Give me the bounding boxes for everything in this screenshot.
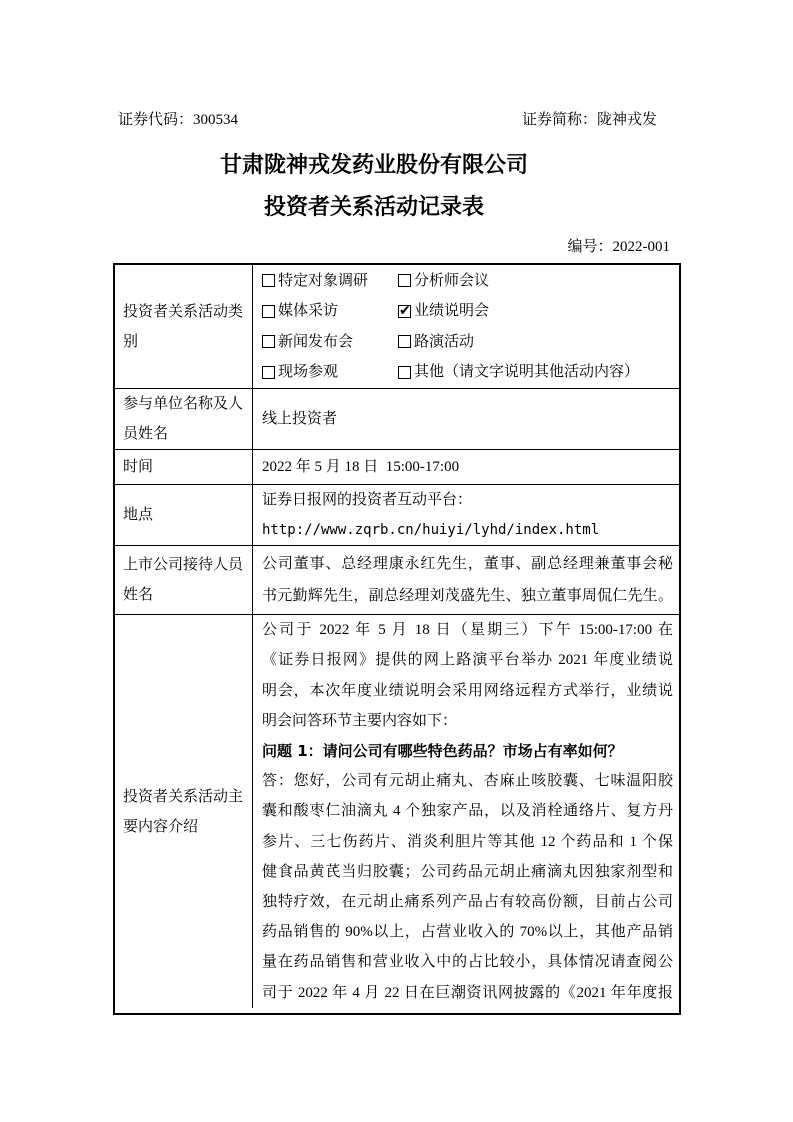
participants-value: 线上投资者: [262, 411, 338, 427]
option-label: 路演活动: [414, 333, 475, 350]
option-label: 媒体采访: [278, 303, 339, 320]
row-location: [115, 484, 679, 545]
company-title: 甘肃陇神戎发药业股份有限公司: [219, 153, 528, 178]
option-label: 现场参观: [278, 364, 339, 381]
option-label: 业绩说明会: [414, 303, 490, 320]
doc-number: 编号：2022-001: [567, 239, 670, 255]
option-other: [398, 357, 639, 387]
reception-line: 书元勤辉先生，副总经理刘茂盛先生、独立董事周侃仁先生。: [262, 588, 673, 604]
time-value: 2022 年 5 月 18 日 15:00-17:00: [262, 459, 460, 475]
checkbox-unchecked-icon: [398, 335, 411, 348]
location-platform-text: 证券日报网的投资者互动平台：: [262, 492, 473, 508]
checkbox-unchecked-icon: [262, 366, 275, 379]
option-label: 分析师会议: [414, 272, 490, 289]
row-reception-staff: [115, 545, 679, 614]
location-value: [253, 485, 679, 545]
reception-line: 公司董事、总经理康永红先生，董事、副总经理兼董事会秘: [262, 556, 673, 572]
option-line: [262, 357, 673, 388]
document-title: 投资者关系活动记录表: [263, 195, 484, 220]
content-line: 参片、三七伤药片、消炎利胆片等其他 12 个药品和 1 个保: [262, 833, 673, 850]
content-line: 独特疗效，在元胡止痛系列产品占有较高份额，目前占公司: [262, 894, 673, 910]
option-label: 新闻发布会: [278, 333, 354, 350]
content-line: 明会，本次年度业绩说明会采用网络远程方式举行，业绩说: [262, 682, 673, 699]
option-roadshow: [398, 327, 474, 357]
content-line: 明会问答环节主要内容如下：: [262, 712, 458, 729]
option-label: 其他（请文字说明其他活动内容）: [414, 364, 640, 381]
checkbox-unchecked-icon: [262, 274, 275, 287]
option-earnings-briefing: [398, 296, 489, 326]
record-table: [113, 263, 681, 1015]
content-line: 药品销售的 90%以上，占营业收入的 70%以上，其他产品销: [262, 924, 673, 941]
row-participants: [115, 388, 679, 449]
checkbox-unchecked-icon: [398, 274, 411, 287]
row-main-content: [115, 614, 679, 1008]
main-content-text: [253, 615, 679, 1008]
content-line: 囊和酸枣仁油滴丸 4 个独家产品，以及消栓通络片、复方丹: [262, 803, 673, 820]
content-question-line: 问题 1：请问公司有哪些特色药品？市场占有率如何？: [262, 741, 623, 760]
location-url-text: http://www.zqrb.cn/huiyi/lyhd/index.html: [262, 522, 600, 538]
option-label: 特定对象调研: [278, 272, 369, 289]
row-label-time: 时间: [115, 450, 253, 484]
row-label-participants: 参与单位名称及人员姓名: [115, 389, 253, 449]
checkbox-unchecked-icon: [262, 305, 275, 318]
row-activity-category: [115, 265, 679, 388]
content-line: 量在药品销售和营业收入中的占比较小，具体情况请查阅公: [262, 954, 673, 971]
row-label-category: 投资者关系活动类别: [115, 265, 253, 388]
content-line: 公司于 2022 年 5 月 18 日（星期三）下午 15:00-17:00 在: [262, 622, 673, 639]
option-special-survey: [262, 266, 398, 296]
option-media-interview: [262, 296, 398, 326]
row-label-main-content: 投资者关系活动主要内容介绍: [115, 615, 253, 1008]
stock-code: 证券代码：300534: [118, 112, 239, 128]
option-line: [262, 266, 673, 297]
category-options: [253, 265, 679, 388]
option-line: [262, 327, 673, 358]
option-press-conference: [262, 327, 398, 357]
checkbox-unchecked-icon: [398, 366, 411, 379]
row-time: [115, 449, 679, 484]
content-line: 《证券日报网》提供的网上路演平台举办 2021 年度业绩说: [262, 652, 673, 669]
content-line: 司于 2022 年 4 月 22 日在巨潮资讯网披露的《2021 年年度报: [262, 984, 673, 1001]
option-line: [262, 296, 673, 327]
content-line: 健食品黄芪当归胶囊；公司药品元胡止痛滴丸因独家剂型和: [262, 863, 673, 880]
row-label-reception: 上市公司接待人员姓名: [115, 546, 253, 614]
reception-value: [253, 546, 679, 614]
checkbox-checked-icon: ✔: [399, 302, 411, 319]
row-label-location: 地点: [115, 485, 253, 545]
stock-abbr: 证券简称：陇神戎发: [522, 112, 658, 128]
option-analyst-meeting: [398, 266, 489, 296]
option-site-visit: [262, 357, 398, 387]
checkbox-unchecked-icon: [262, 335, 275, 348]
content-line: 答：您好，公司有元胡止痛丸、杏麻止咳胶囊、七味温阳胶: [262, 773, 673, 790]
